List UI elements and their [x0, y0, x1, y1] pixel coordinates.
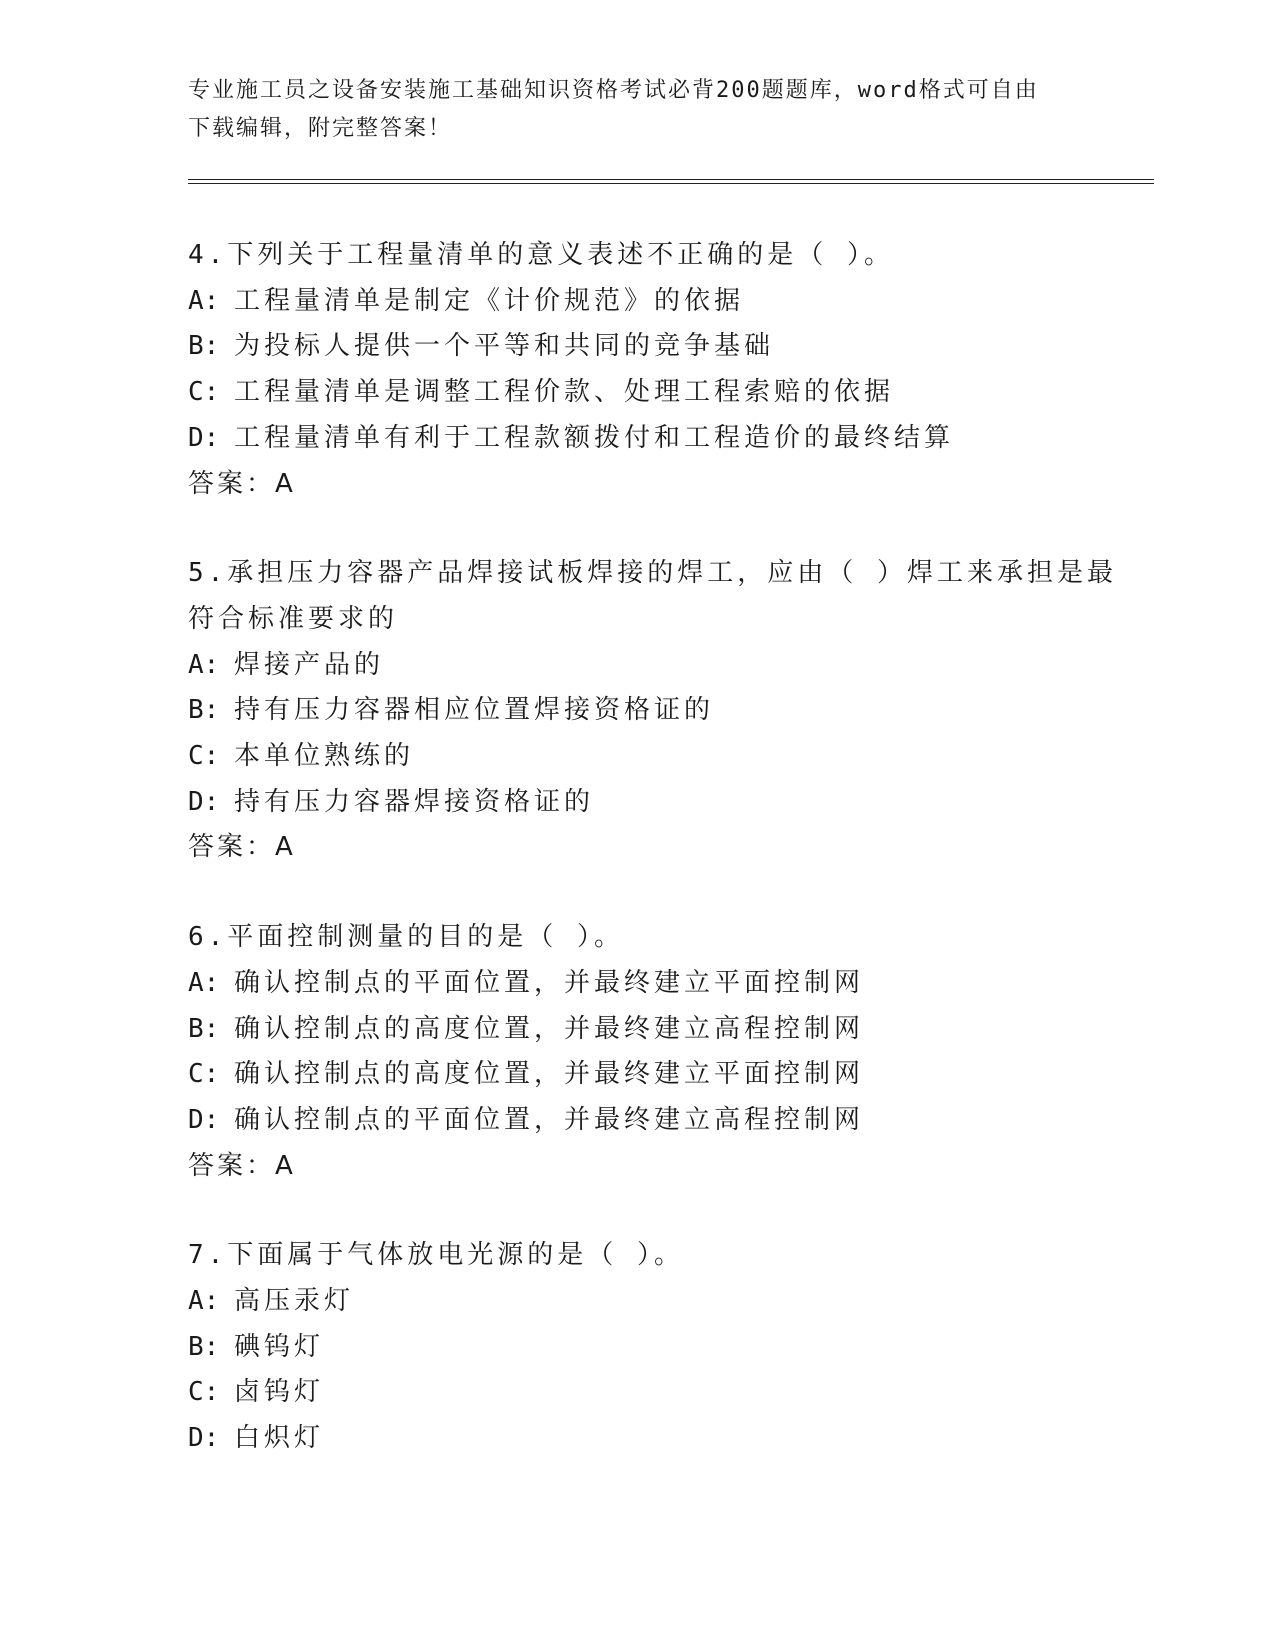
option-row	[188, 734, 1128, 780]
answer-line: 答案：A	[188, 832, 296, 863]
option-row	[188, 1370, 1128, 1416]
question-list	[188, 233, 1128, 1506]
option-text: 持有压力容器相应位置焊接资格证的	[234, 695, 715, 726]
question-block	[188, 551, 1128, 871]
question-block	[188, 1233, 1128, 1462]
option-row	[188, 643, 1128, 689]
option-key: D:	[188, 1423, 220, 1454]
option-row	[188, 1098, 1128, 1144]
option-text: 确认控制点的高度位置，并最终建立平面控制网	[234, 1059, 865, 1090]
option-text: 碘钨灯	[234, 1331, 325, 1362]
option-key: A:	[188, 285, 220, 316]
header-line-1: 专业施工员之设备安装施工基础知识资格考试必背200题题库，word格式可自由	[188, 78, 1039, 103]
option-row	[188, 1416, 1128, 1462]
option-key: D:	[188, 786, 220, 817]
option-key: C:	[188, 1377, 220, 1408]
option-text: 工程量清单有利于工程款额拨付和工程造价的最终结算	[234, 422, 955, 453]
option-text: 持有压力容器焊接资格证的	[234, 786, 595, 817]
option-row	[188, 370, 1128, 416]
option-key: A:	[188, 967, 220, 998]
option-key: C:	[188, 377, 220, 408]
question-stem: 符合标准要求的	[188, 603, 399, 634]
option-key: B:	[188, 331, 220, 362]
question-block	[188, 233, 1128, 507]
option-row	[188, 961, 1128, 1007]
option-key: B:	[188, 1331, 220, 1362]
question-stem: 4.下列关于工程量清单的意义表述不正确的是（ ）。	[188, 240, 894, 270]
option-row	[188, 324, 1128, 370]
question-stem: 5.承担压力容器产品焊接试板焊接的焊工，应由（ ）焊工来承担是最	[188, 558, 1117, 589]
option-key: D:	[188, 1104, 220, 1135]
option-key: A:	[188, 1286, 220, 1317]
option-key: C:	[188, 1059, 220, 1090]
option-row	[188, 416, 1128, 462]
option-text: 高压汞灯	[234, 1286, 355, 1317]
answer-line: 答案：A	[188, 1150, 296, 1181]
option-text: 卤钨灯	[234, 1377, 325, 1408]
question-stem: 6.平面控制测量的目的是（ ）。	[188, 922, 624, 953]
option-row	[188, 1007, 1128, 1053]
option-text: 为投标人提供一个平等和共同的竞争基础	[234, 331, 775, 362]
option-key: D:	[188, 422, 220, 453]
option-row	[188, 1325, 1128, 1371]
answer-line: 答案：A	[188, 468, 296, 499]
option-text: 白炽灯	[234, 1423, 325, 1454]
option-row	[188, 1052, 1128, 1098]
option-text: 工程量清单是制定《计价规范》的依据	[234, 285, 745, 316]
option-row	[188, 1279, 1128, 1325]
option-text: 确认控制点的高度位置，并最终建立高程控制网	[234, 1013, 865, 1044]
option-key: C:	[188, 741, 220, 772]
option-key: B:	[188, 695, 220, 726]
option-row	[188, 279, 1128, 325]
header-divider-top	[188, 179, 1154, 180]
option-row	[188, 780, 1128, 826]
question-block	[188, 915, 1128, 1189]
option-text: 确认控制点的平面位置，并最终建立平面控制网	[234, 967, 865, 998]
document-header	[188, 72, 1088, 148]
option-text: 确认控制点的平面位置，并最终建立高程控制网	[234, 1104, 865, 1135]
header-divider-bottom	[188, 183, 1154, 184]
option-text: 工程量清单是调整工程价款、处理工程索赔的依据	[234, 377, 895, 408]
option-row	[188, 688, 1128, 734]
option-text: 本单位熟练的	[234, 741, 415, 772]
header-line-2: 下载编辑，附完整答案！	[188, 116, 453, 141]
option-text: 焊接产品的	[234, 649, 385, 680]
question-stem: 7.下面属于气体放电光源的是（ ）。	[188, 1240, 684, 1271]
option-key: A:	[188, 649, 220, 680]
option-key: B:	[188, 1013, 220, 1044]
